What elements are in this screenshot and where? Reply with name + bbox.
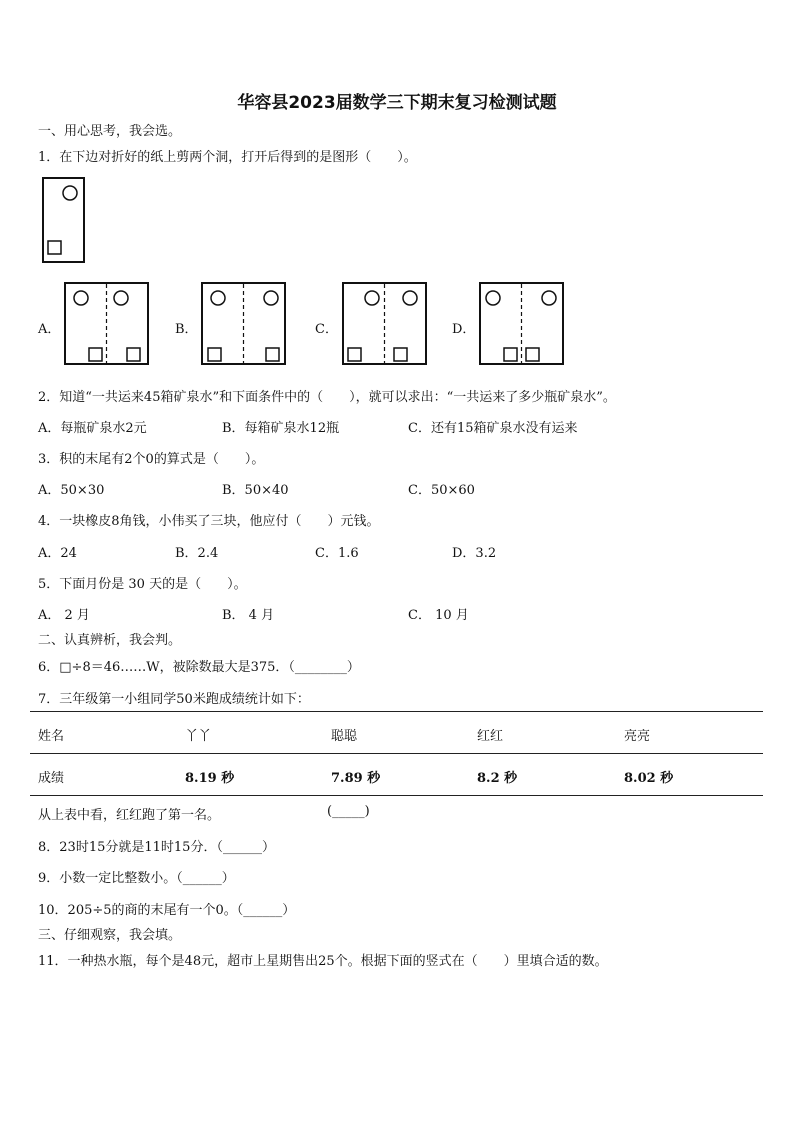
q4-option-c[interactable]: C．1.6 — [315, 546, 359, 561]
question-7-stem: 7．三年级第一小组同学50米跑成绩统计如下： — [38, 692, 310, 707]
table-cell: 8.2 秒 — [477, 771, 518, 786]
section-heading-2: 二、认真辨析，我会判。 — [38, 633, 182, 648]
q4-option-a[interactable]: A．24 — [38, 546, 77, 561]
q5-option-b[interactable]: B． 4 月 — [222, 608, 275, 623]
q4-option-d[interactable]: D．3.2 — [452, 546, 497, 561]
q2-option-a[interactable]: A．每瓶矿泉水2元 — [38, 421, 147, 436]
q1-option-a-figure[interactable] — [64, 282, 150, 366]
q2-option-c[interactable]: C．还有15箱矿泉水没有运来 — [408, 421, 578, 436]
table-bottom-border — [30, 795, 763, 796]
table-row-label: 成绩 — [38, 771, 65, 786]
q4-option-b[interactable]: B．2.4 — [175, 546, 219, 561]
table-header-cell: 亮亮 — [624, 729, 651, 744]
table-top-border — [30, 711, 763, 712]
question-3-stem: 3．积的末尾有2个0的算式是（ ）。 — [38, 452, 265, 467]
question-4-stem: 4．一块橡皮8角钱，小伟买了三块，他应付（ ）元钱。 — [38, 514, 380, 529]
question-1-stem: 1．在下边对折好的纸上剪两个洞，打开后得到的是图形（ ）。 — [38, 150, 417, 165]
q3-option-a[interactable]: A．50×30 — [38, 483, 105, 498]
q5-option-a[interactable]: A． 2 月 — [38, 608, 90, 623]
q1-option-c-figure[interactable] — [342, 282, 428, 366]
question-8-stem[interactable]: 8．23时15分就是11时15分．（______） — [38, 840, 275, 855]
table-header-cell: 丫丫 — [185, 729, 212, 744]
question-7-answer-blank[interactable]: (_____) — [327, 804, 370, 819]
q1-option-d-figure[interactable] — [479, 282, 565, 366]
q1-option-a-label[interactable]: A． — [38, 322, 61, 337]
section-heading-1: 一、用心思考，我会选。 — [38, 124, 182, 139]
q5-option-c[interactable]: C． 10 月 — [408, 608, 469, 623]
section-heading-3: 三、仔细观察，我会填。 — [38, 928, 182, 943]
question-5-stem: 5．下面月份是 30 天的是（ ）。 — [38, 577, 247, 592]
question-11-stem: 11．一种热水瓶，每个是48元，超市上星期售出25个。根据下面的竖式在（ ）里填合适的数。 — [38, 954, 608, 969]
question-2-stem: 2．知道“一共运来45箱矿泉水”和下面条件中的（ ），就可以求出：“一共运来了多少瓶矿泉水”。 — [38, 390, 616, 405]
q3-option-c[interactable]: C．50×60 — [408, 483, 475, 498]
q2-option-b[interactable]: B．每箱矿泉水12瓶 — [222, 421, 340, 436]
q1-option-c-label[interactable]: C． — [315, 322, 338, 337]
table-cell: 8.19 秒 — [185, 771, 235, 786]
q1-option-b-label[interactable]: B． — [175, 322, 198, 337]
question-7-statement: 从上表中看，红红跑了第一名。 — [38, 808, 221, 823]
table-header-cell: 聪聪 — [331, 729, 358, 744]
table-header-name: 姓名 — [38, 729, 65, 744]
question-6-stem[interactable]: 6．□÷8＝46……W，被除数最大是375．（________） — [38, 660, 360, 675]
folded-paper-figure — [42, 177, 86, 265]
page-title: 华容县2023届数学三下期末复习检测试题 — [237, 93, 557, 113]
q3-option-b[interactable]: B．50×40 — [222, 483, 289, 498]
table-cell: 8.02 秒 — [624, 771, 674, 786]
table-cell: 7.89 秒 — [331, 771, 381, 786]
q1-option-d-label[interactable]: D． — [452, 322, 476, 337]
q1-option-b-figure[interactable] — [201, 282, 287, 366]
table-header-cell: 红红 — [477, 729, 504, 744]
table-middle-border — [30, 753, 763, 754]
question-10-stem[interactable]: 10．205÷5的商的末尾有一个0。（______） — [38, 903, 296, 918]
question-9-stem[interactable]: 9．小数一定比整数小。（______） — [38, 871, 235, 886]
